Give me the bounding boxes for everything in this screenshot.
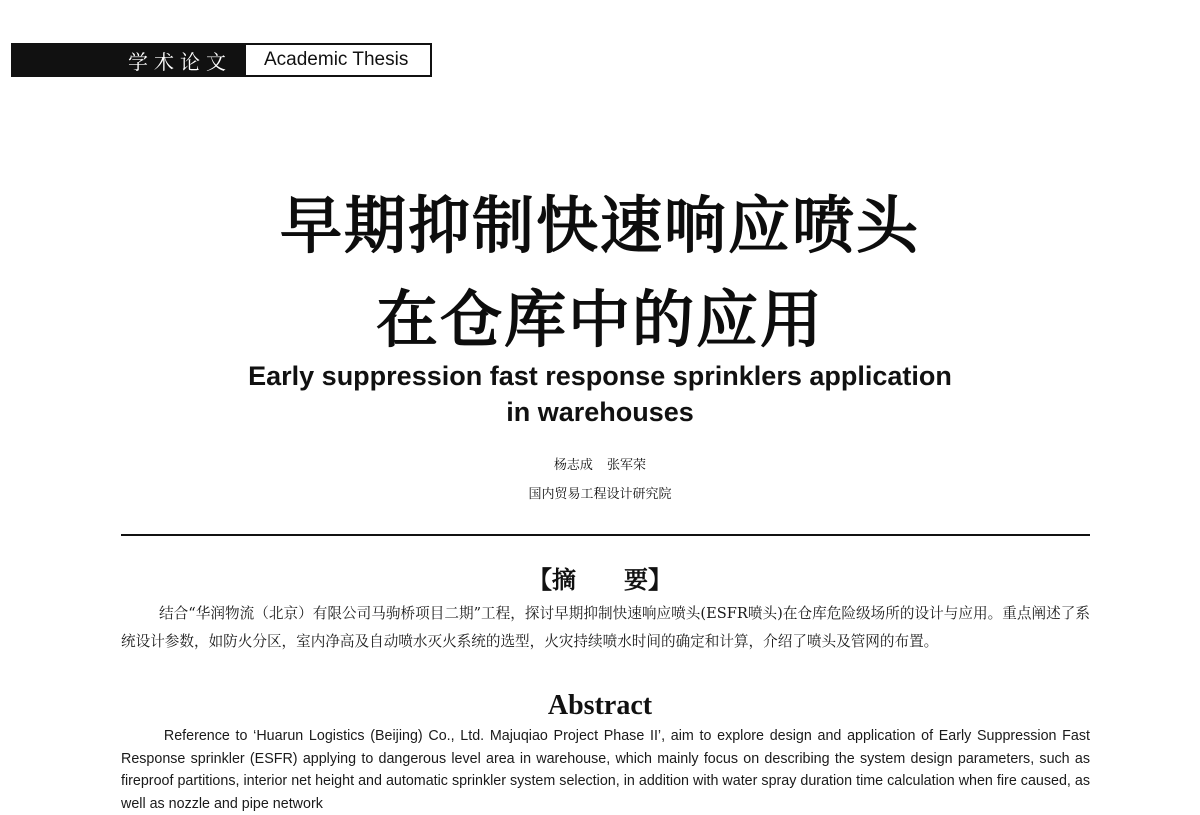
affiliation: 国内贸易工程设计研究院 xyxy=(528,487,672,502)
section-label-cn: 学术论文 xyxy=(13,45,246,75)
title-en-line1: Early suppression fast response sprinklers application xyxy=(248,361,952,391)
abstract-cn-text: 结合“华润物流（北京）有限公司马驹桥项目二期”工程，探讨早期抑制快速响应喷头(ESFR喷头)在仓库危险级场所的设计与应用。重点阐述了系统设计参数，如防火分区，室内净高及自动喷水灭火系统的选型，火灾持续喷水时间的确定和计算，介绍了喷头及管网的布置。 xyxy=(121,605,1090,650)
section-label-en: Academic Thesis xyxy=(246,45,430,75)
journal-section-tag xyxy=(11,43,432,77)
horizontal-rule xyxy=(121,534,1090,536)
authors: 杨志成 张军荣 xyxy=(553,458,647,473)
abstract-en-heading: Abstract xyxy=(547,690,653,721)
abstract-en-text: Reference to ‘Huarun Logistics (Beijing) Co., Ltd. Majuqiao Project Phase II’, aim to explore design and application of Early Suppression Fast Response sprinkler (ESFR) applying to dangerous level area in warehouse, which mainly focus on describing the system design parameters, such as fireproof partitions, interior net height and automatic sprinkler system selection, in addition with water spray duration time calculation when fire caused, as well as nozzle and pipe network xyxy=(121,728,1090,812)
title-cn-line2: 在仓库中的应用 xyxy=(375,283,824,356)
title-en-line2: in warehouses xyxy=(506,397,694,427)
abstract-cn-heading: 【摘 要】 xyxy=(528,566,672,594)
title-cn-line1: 早期抑制快速响应喷头 xyxy=(279,189,920,262)
